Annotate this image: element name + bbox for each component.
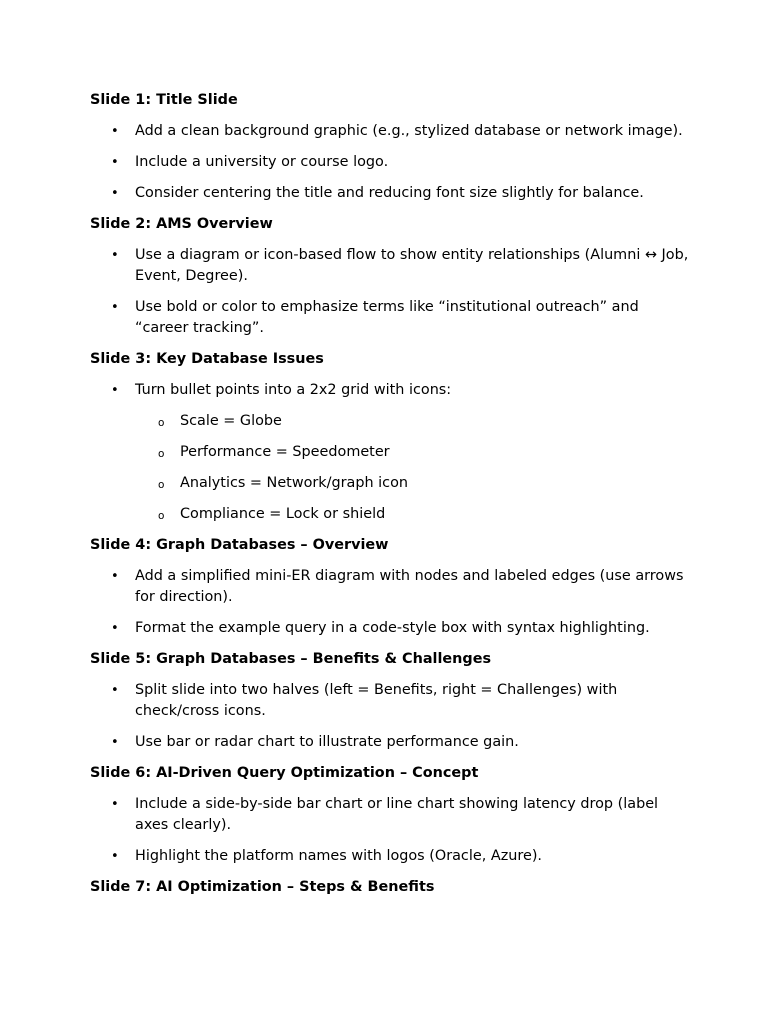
bullet-item	[90, 566, 690, 608]
bullet-text: Highlight the platform names with logos (Oracle, Azure).	[135, 848, 543, 864]
document-body	[90, 90, 690, 908]
section-heading: Slide 6: AI-Driven Query Optimization – Concept	[90, 765, 479, 781]
bullet-item	[90, 794, 690, 836]
section-heading: Slide 5: Graph Databases – Benefits & Challenges	[90, 651, 492, 667]
sub-bullet-text: Compliance = Lock or shield	[180, 506, 386, 522]
sub-bullet-text: Scale = Globe	[180, 413, 282, 429]
sub-bullet-text: Analytics = Network/graph icon	[180, 475, 409, 491]
bullet-text: Split slide into two halves (left = Benefits, right = Challenges) with check/cross icons.	[135, 682, 618, 719]
bullet-text: Include a side-by-side bar chart or line chart showing latency drop (label axes clearly).	[135, 796, 659, 833]
bullet-item	[90, 380, 690, 525]
bullet-list	[90, 794, 690, 867]
bullet-list	[90, 380, 690, 525]
bullet-marker-icon: •	[111, 155, 119, 170]
bullet-marker-icon: •	[111, 849, 119, 864]
bullet-text: Add a clean background graphic (e.g., stylized database or network image).	[135, 123, 683, 139]
section-heading: Slide 1: Title Slide	[90, 92, 238, 108]
bullet-text: Use bar or radar chart to illustrate performance gain.	[135, 734, 519, 750]
bullet-marker-icon: •	[111, 735, 119, 750]
bullet-marker-icon: •	[111, 186, 119, 201]
sub-bullet-marker-icon: o	[158, 417, 165, 429]
bullet-text: Format the example query in a code-style box with syntax highlighting.	[135, 620, 650, 636]
bullet-list	[90, 680, 690, 753]
bullet-item	[90, 152, 690, 173]
bullet-text: Add a simplified mini-ER diagram with nodes and labeled edges (use arrows for direction).	[135, 568, 684, 605]
section-heading: Slide 4: Graph Databases – Overview	[90, 537, 389, 553]
bullet-marker-icon: •	[111, 383, 119, 398]
sub-bullet-marker-icon: o	[158, 479, 165, 491]
bullet-marker-icon: •	[111, 683, 119, 698]
bullet-item	[90, 680, 690, 722]
section-heading: Slide 2: AMS Overview	[90, 216, 273, 232]
sub-bullet-marker-icon: o	[158, 448, 165, 460]
bullet-item	[90, 297, 690, 339]
bullet-item	[90, 121, 690, 142]
bullet-text: Turn bullet points into a 2x2 grid with icons:	[135, 382, 452, 398]
bullet-text: Include a university or course logo.	[135, 154, 389, 170]
bullet-list	[90, 121, 690, 204]
bullet-marker-icon: •	[111, 124, 119, 139]
bullet-list	[90, 566, 690, 639]
sub-bullet-item	[135, 504, 690, 525]
sub-bullet-item	[135, 411, 690, 432]
sub-bullet-item	[135, 442, 690, 463]
bullet-text: Consider centering the title and reducing font size slightly for balance.	[135, 185, 644, 201]
sub-bullet-item	[135, 473, 690, 494]
bullet-item	[90, 183, 690, 204]
sub-bullet-text: Performance = Speedometer	[180, 444, 390, 460]
bullet-marker-icon: •	[111, 797, 119, 812]
sub-bullet-list	[135, 411, 690, 525]
bullet-marker-icon: •	[111, 569, 119, 584]
bullet-list	[90, 245, 690, 339]
bullet-item	[90, 732, 690, 753]
section-heading: Slide 7: AI Optimization – Steps & Benefits	[90, 879, 435, 895]
bullet-item	[90, 245, 690, 287]
bullet-item	[90, 618, 690, 639]
bullet-marker-icon: •	[111, 300, 119, 315]
bullet-marker-icon: •	[111, 248, 119, 263]
bullet-marker-icon: •	[111, 621, 119, 636]
section-heading: Slide 3: Key Database Issues	[90, 351, 324, 367]
bullet-text: Use bold or color to emphasize terms like “institutional outreach” and “career tracking”.	[135, 299, 639, 336]
bullet-item	[90, 846, 690, 867]
sub-bullet-marker-icon: o	[158, 510, 165, 522]
bullet-text: Use a diagram or icon-based flow to show entity relationships (Alumni ↔ Job, Event, Degree).	[135, 247, 689, 284]
